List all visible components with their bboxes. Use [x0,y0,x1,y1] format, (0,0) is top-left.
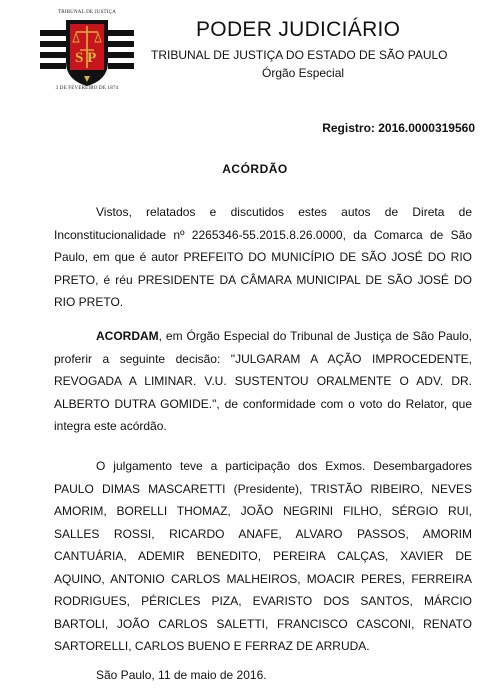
paragraph-acordam [54,325,472,438]
registration-number: Registro: 2016.0000319560 [322,121,475,135]
seal-stripe [108,63,134,69]
seal-emblem [40,10,134,94]
seal-stripe [108,52,134,58]
seal-stripe [40,30,66,36]
seal-stripe [108,41,134,47]
paragraph-text: , em Órgão Especial do Tribunal de Justiça de São Paulo, proferir a seguinte decisão: "JULGARAM A AÇÃO IMPROCEDENTE, REVOGADA A LIMINAR. V.U. SUSTENTOU ORALMENTE O ADV. DR. ALBERTO DUTRA GOMIDE.", de conformidade com o voto do Relator, que integra este acórdão. [54,329,472,433]
seal-bottom-text: 3 DE FEVEREIRO DE 1874 [55,86,119,91]
seal-stripe [108,30,134,36]
seal-stripe [40,41,66,47]
court-name: TRIBUNAL DE JUSTIÇA DO ESTADO DE SÃO PAULO [151,48,448,62]
page-title: PODER JUDICIÁRIO [196,18,401,41]
paragraph-vistos [54,201,472,314]
paragraph-text: Vistos, relatados e discutidos estes autos de Direta de Inconstitucionalidade nº 2265346-55.2015.8.26.0000, da Comarca de São Paulo, em que é autor PREFEITO DO MUNICÍPIO DE SÃO JOSÉ DO RIO PRETO, é réu PRESIDENTE DA CÂMARA MUNICIPAL DE SÃO JOSÉ DO RIO PRETO. [54,205,472,309]
paragraph-text: O julgamento teve a participação dos Exmos. Desembargadores PAULO DIMAS MASCARETTI (Presidente), TRISTÃO RIBEIRO, NEVES AMORIM, BORELLI THOMAZ, JOÃO NEGRINI FILHO, SÉRGIO RUI, SALLES ROSSI, RICARDO ANAFE, ALVARO PASSOS, AMORIM CANTUÁRIA, ADEMIR BENEDITO, PEREIRA CALÇAS, XAVIER DE AQUINO, ANTONIO CARLOS MALHEIROS, MOACIR PERES, FERREIRA RODRIGUES, PÉRICLES PIZA, EVARISTO DOS SANTOS, MÁRCIO BARTOLI, JOÃO CARLOS SALETTI, FRANCISCO CASCONI, RENATO SARTORELLI, CARLOS BUENO E FERRAZ DE ARRUDA. [54,459,472,653]
paragraph-julgamento [54,455,472,658]
seal-top-text: TRIBUNAL DE JUSTIÇA [57,10,117,15]
seal-stripe [40,63,66,69]
seal-letters: S P [75,50,97,66]
paragraph-lead: ACORDAM [96,329,159,343]
document-title: ACÓRDÃO [222,162,288,176]
court-organ: Órgão Especial [262,66,345,80]
seal-stripe [40,52,66,58]
closing-date: São Paulo, 11 de maio de 2016. [96,668,267,682]
court-seal-logo [40,10,134,94]
